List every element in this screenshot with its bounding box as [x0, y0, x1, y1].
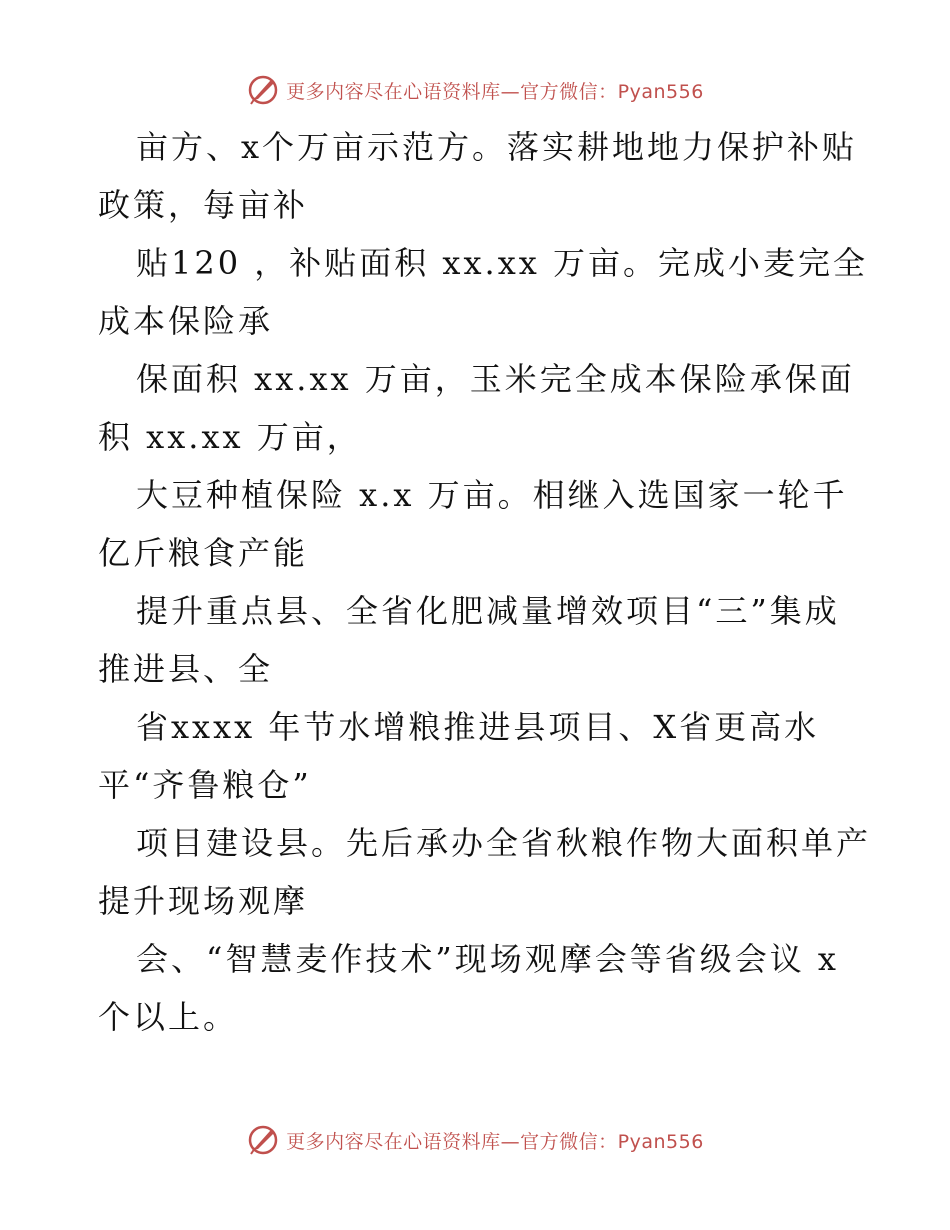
paragraph-line: 亩方、x个万亩示范方。落实耕地地力保护补贴	[136, 128, 858, 166]
paragraph-line: 提升重点县、全省化肥减量增效项目“三”集成	[136, 592, 840, 630]
paragraph-line: 成本保险承	[98, 302, 274, 340]
banner-text: 更多内容尽在心语资料库—官方微信：Pyan556	[286, 1130, 704, 1153]
footer-banner	[0, 1120, 950, 1160]
paragraph-line: 亿斤粮食产能	[98, 534, 309, 572]
paragraph-line: 平“齐鲁粮仓”	[98, 766, 312, 804]
banner-text: 更多内容尽在心语资料库—官方微信：Pyan556	[286, 80, 704, 103]
paragraph-line: 推进县、全	[98, 650, 274, 688]
paragraph-line: 提升现场观摩	[98, 882, 309, 920]
paragraph-line: 省xxxx 年节水增粮推进县项目、X省更高水	[136, 708, 820, 746]
paragraph-line: 个以上。	[98, 998, 239, 1036]
feather-pen-logo-icon	[246, 73, 280, 107]
paragraph-line: 贴120 ，补贴面积 xx.xx 万亩。完成小麦完全	[136, 244, 868, 282]
paragraph-line: 保面积 xx.xx 万亩，玉米完全成本保险承保面	[136, 360, 855, 398]
paragraph-line: 积 xx.xx 万亩，	[98, 418, 362, 456]
paragraph-line: 会、“智慧麦作技术”现场观摩会等省级会议 x	[136, 940, 839, 978]
header-banner	[0, 70, 950, 110]
paragraph-line: 项目建设县。先后承办全省秋粮作物大面积单产	[136, 824, 872, 862]
feather-pen-logo-icon	[246, 1123, 280, 1157]
document-body	[98, 118, 872, 1046]
paragraph-line: 政策，每亩补	[98, 186, 309, 224]
paragraph-line: 大豆种植保险 x.x 万亩。相继入选国家一轮千	[136, 476, 848, 514]
